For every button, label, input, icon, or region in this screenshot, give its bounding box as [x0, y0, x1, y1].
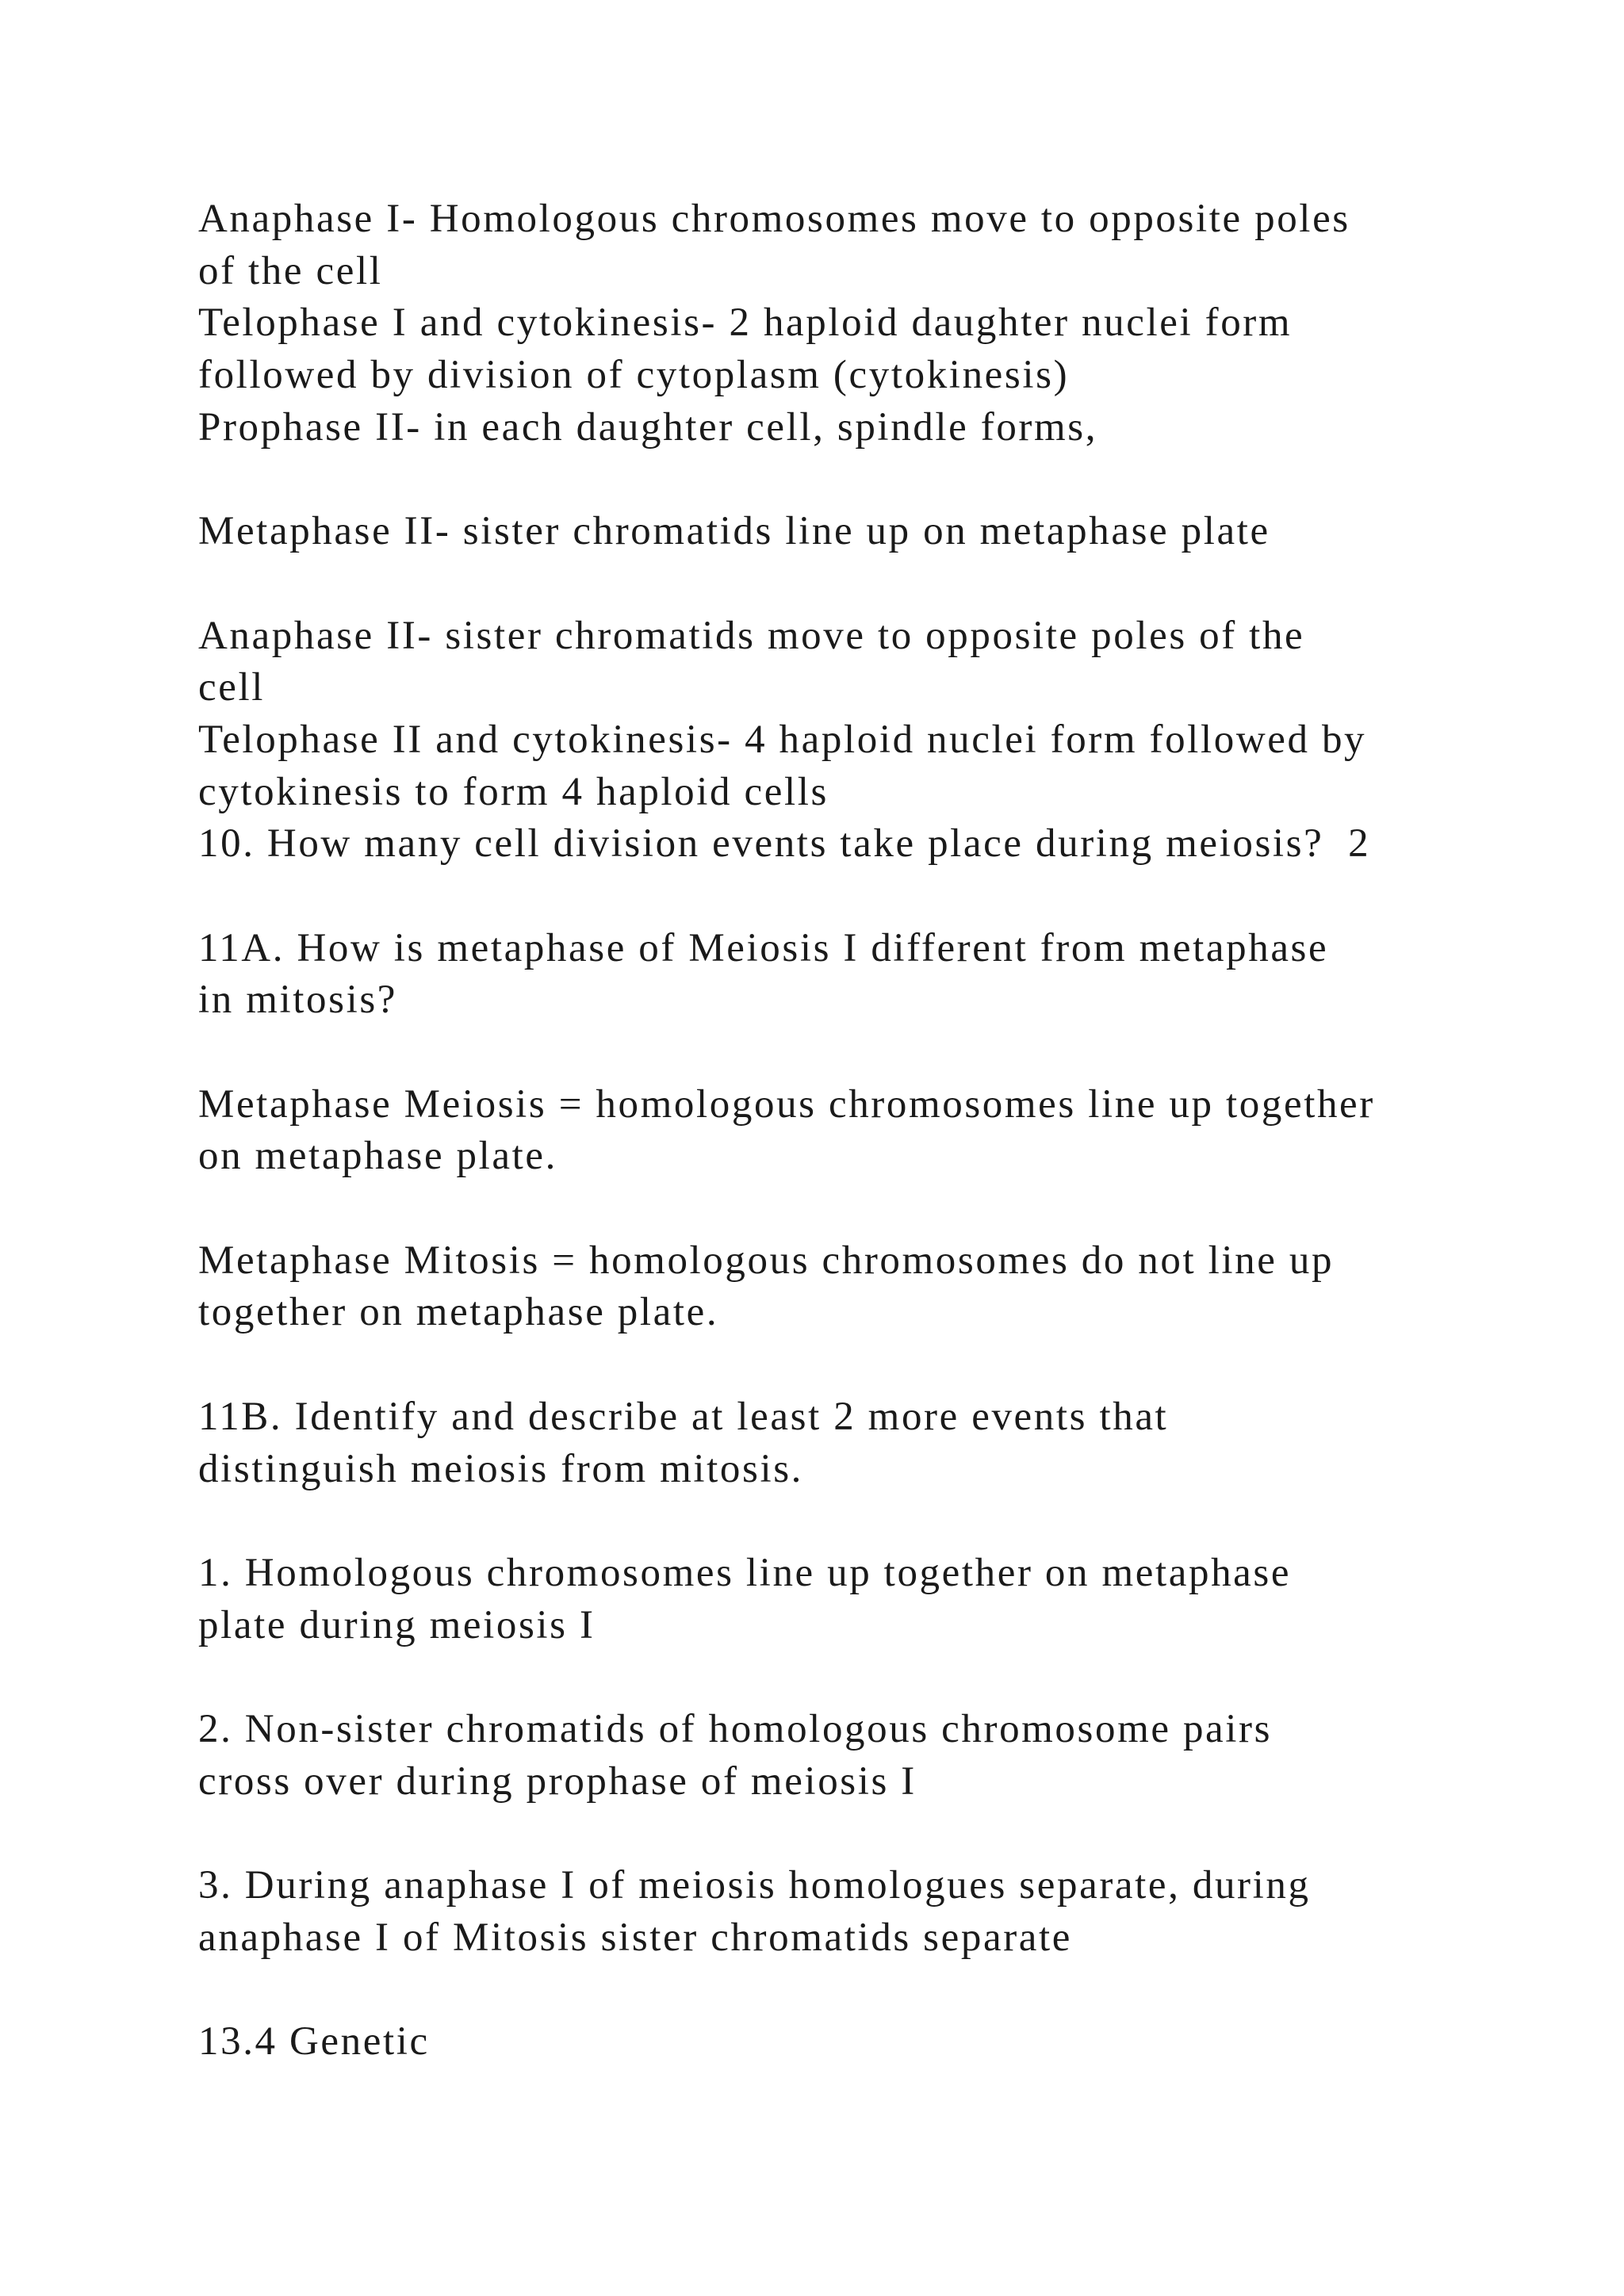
question-line: in mitosis?: [198, 978, 398, 1023]
question-line: distinguish meiosis from mitosis.: [198, 1446, 804, 1491]
text-line: Prophase II- in each daughter cell, spindle forms,: [198, 404, 1098, 450]
text-line: together on metaphase plate.: [198, 1290, 719, 1335]
text-line: Anaphase I- Homologous chromosomes move to opposite poles: [198, 197, 1350, 241]
blank-line: [198, 1339, 1483, 1391]
text-line: on metaphase plate.: [198, 1134, 557, 1179]
list-item: 2. Non-sister chromatids of homologous chromosome pairs: [198, 1706, 1273, 1751]
blank-line: [198, 1964, 1483, 2016]
list-item: cross over during prophase of meiosis I: [198, 1758, 917, 1804]
blank-line: [198, 1183, 1483, 1235]
list-item: 3. During anaphase I of meiosis homologues separate, during: [198, 1863, 1311, 1908]
section-heading: 13.4 Genetic: [198, 2019, 430, 2064]
blank-line: [198, 1027, 1483, 1079]
list-item: plate during meiosis I: [198, 1602, 596, 1647]
text-line: Anaphase II- sister chromatids move to opposite poles of the: [198, 613, 1305, 658]
text-line: Metaphase II- sister chromatids line up on metaphase plate: [198, 509, 1270, 554]
text-line: Metaphase Mitosis = homologous chromosomes do not line up: [198, 1238, 1335, 1283]
text-line: Telophase I and cytokinesis- 2 haploid daughter nuclei form: [198, 300, 1293, 346]
question-line: 11B. Identify and describe at least 2 more events that: [198, 1394, 1169, 1439]
text-line: of the cell: [198, 248, 383, 293]
list-item: anaphase I of Mitosis sister chromatids separate: [198, 1915, 1073, 1960]
question-line: 10. How many cell division events take place during meiosis? 2: [198, 821, 1371, 867]
text-line: cell: [198, 665, 266, 710]
list-item: 1. Homologous chromosomes line up together on metaphase: [198, 1550, 1292, 1595]
document-text: [198, 193, 1483, 2068]
blank-line: [198, 1495, 1483, 1548]
text-line: Telophase II and cytokinesis- 4 haploid nuclei form followed by: [198, 717, 1367, 762]
text-line: followed by division of cytoplasm (cytokinesis): [198, 353, 1070, 398]
blank-line: [198, 871, 1483, 923]
blank-line: [198, 1808, 1483, 1860]
blank-line: [198, 453, 1483, 506]
blank-line: [198, 558, 1483, 610]
blank-line: [198, 1651, 1483, 1704]
question-line: 11A. How is metaphase of Meiosis I different from metaphase: [198, 925, 1329, 970]
text-line: cytokinesis to form 4 haploid cells: [198, 769, 829, 814]
text-line: Metaphase Meiosis = homologous chromosomes line up together: [198, 1081, 1375, 1127]
